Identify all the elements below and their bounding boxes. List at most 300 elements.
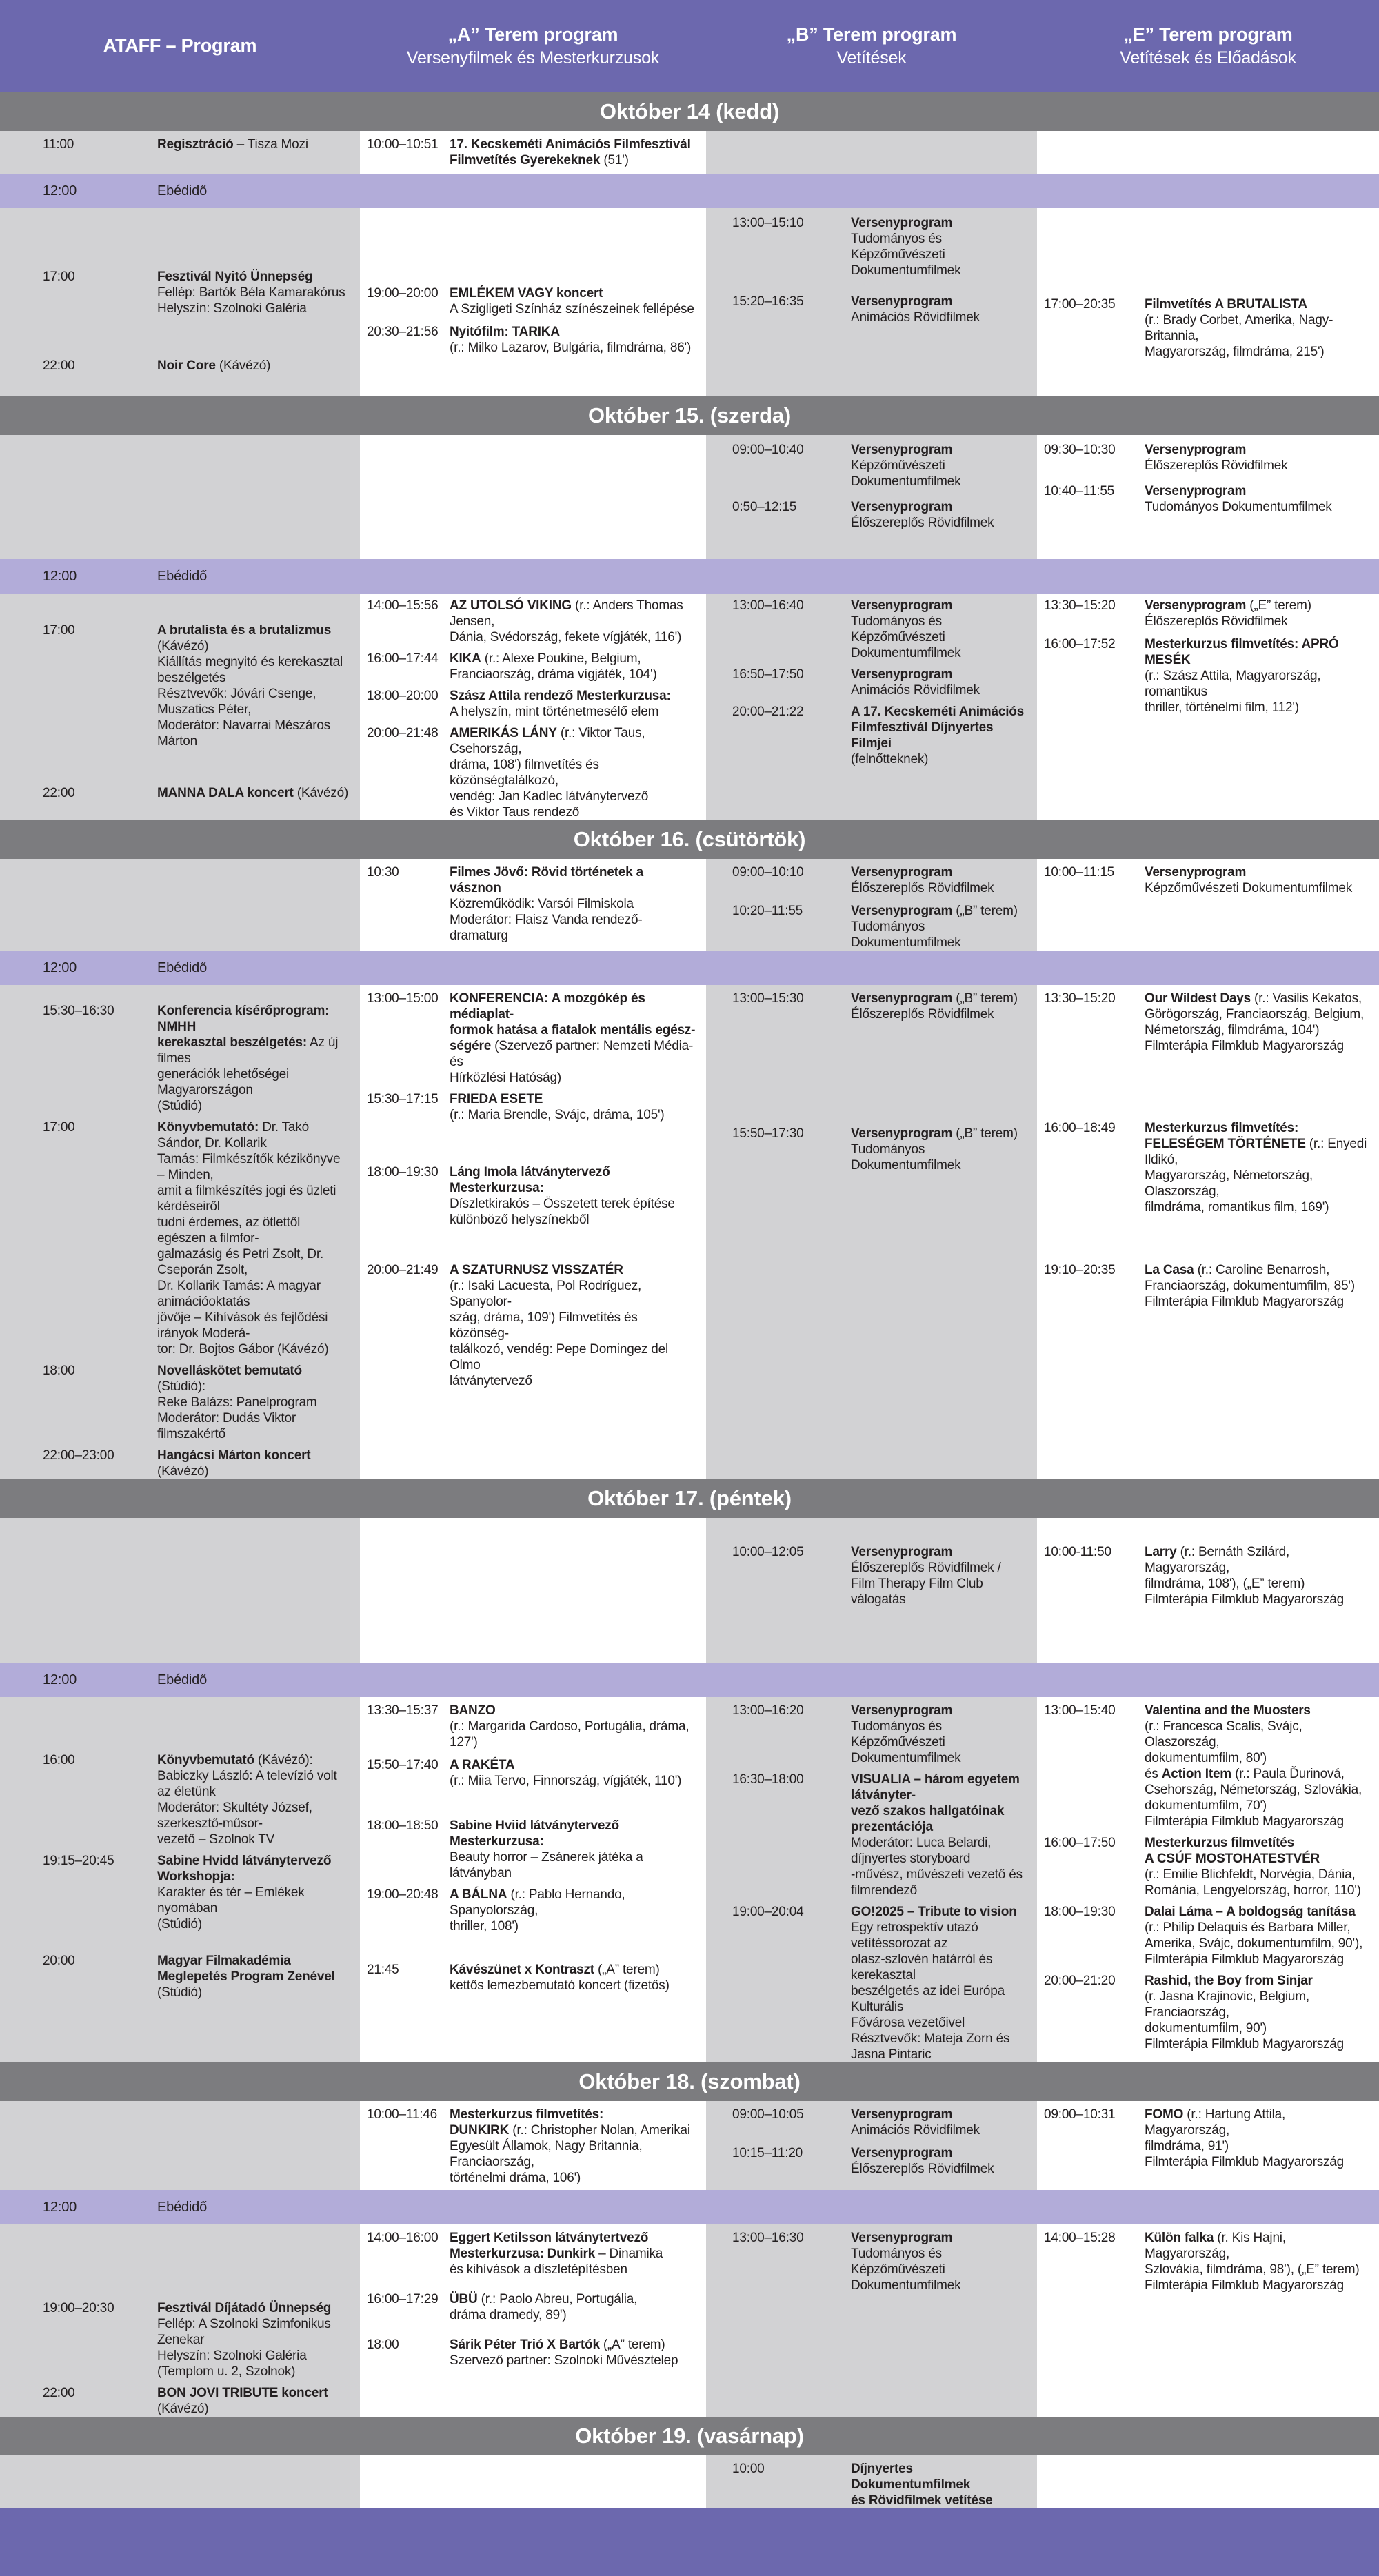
event-desc: Dalai Láma – A boldogság tanítása (r.: Philip Delaquis és Barbara Miller, Amerika, Svájc, dokumentumfilm, 90'), Filmterápia Filmklub Magyarország xyxy=(1145,1905,1363,1967)
event-desc: A SZATURNUSZ VISSZATÉR (r.: Isaki Lacuesta, Pol Rodríguez, Spanyolor- szág, dráma, 109') Filmvetítés és közönség- találkozó, vendég: Pepe Domingez del Olmo látványtervező xyxy=(450,1263,669,1388)
columns-row xyxy=(0,131,1379,174)
event-desc: FRIEDA ESETE (r.: Maria Brendle, Svájc, dráma, 105') xyxy=(450,1092,665,1122)
column-cell xyxy=(1037,1518,1379,1663)
column-cell xyxy=(1037,859,1379,951)
column-cell xyxy=(1037,594,1379,820)
event-time: 13:00–16:30 xyxy=(732,2231,804,2245)
event-desc: Versenyprogram Élőszereplős Rövidfilmek xyxy=(851,2146,994,2176)
event-time: 16:00–17:50 xyxy=(1044,1836,1116,1850)
event-entry xyxy=(706,667,1037,698)
event-time: 17:00 xyxy=(43,270,75,284)
day-section xyxy=(0,92,1379,396)
event-entry xyxy=(1037,2107,1379,2170)
column-header-terem-b xyxy=(706,0,1037,92)
columns-row xyxy=(0,208,1379,396)
event-desc: A brutalista és a brutalizmus (Kávézó) Kiállítás megnyitó és kerekasztal beszélgetés Résztvevők: Jóvári Csenge, Muszatics Péter, Moderátor: Navarrai Mészáros Márton xyxy=(157,623,343,749)
event-entry xyxy=(0,1363,360,1442)
column-cell xyxy=(706,131,1037,174)
event-time: 19:00–20:04 xyxy=(732,1905,804,1919)
column-cell xyxy=(1037,2224,1379,2417)
event-entry xyxy=(1037,864,1379,896)
column-cell xyxy=(0,208,360,396)
column-cell xyxy=(360,985,706,1479)
event-entry xyxy=(360,991,706,1086)
columns-row xyxy=(0,2224,1379,2417)
event-desc: Valentina and the Muosters (r.: Francesca Scalis, Svájc, Olaszország, dokumentumfilm, 80') és Action Item (r.: Paula Ďurinová, Csehország, Németország, Szlovákia, dokumentumfilm, 70') Filmterápia Filmklub Magyarország xyxy=(1145,1703,1362,1829)
event-desc: Díjnyertes Dokumentumfilmek és Rövidfilmek vetítése xyxy=(851,2462,993,2508)
event-time: 13:30–15:37 xyxy=(367,1703,439,1718)
event-time: 21:45 xyxy=(367,1963,399,1977)
event-desc: A BÁLNA (r.: Pablo Hernando, Spanyolország, thriller, 108') xyxy=(450,1887,625,1934)
event-time: 16:00–18:49 xyxy=(1044,1121,1116,1135)
event-time: 13:00–15:10 xyxy=(732,216,804,230)
column-cell xyxy=(706,1697,1037,2062)
day-section xyxy=(0,2062,1379,2417)
event-desc: Könyvbemutató: Dr. Takó Sándor, Dr. Kollarik Tamás: Filmkészítők kézikönyve – Minden, amit a filmkészítés jogi és üzleti kérdéseiről tudni érdemes, az ötlettől egészen a filmfor- galmazásig és Petri Zsolt, Dr. Cseporán Zsolt, Dr. Kollarik Tamás: A magyar animációoktatás jövője – Kihívások és fejlődési irányok Moderá- tor: Dr. Bojtos Gábor (Kávézó) xyxy=(157,1120,341,1357)
event-entry xyxy=(1037,1835,1379,1898)
column-title: „A” Terem program xyxy=(447,24,618,45)
event-desc: Filmes Jövő: Rövid történetek a vásznon Közreműködik: Varsói Filmiskola Moderátor: Flaisz Vanda rendező-dramaturg xyxy=(450,865,643,943)
event-time: 10:00–12:05 xyxy=(732,1545,804,1559)
event-time: 18:00–19:30 xyxy=(1044,1905,1116,1919)
event-entry xyxy=(706,2107,1037,2138)
event-desc: Sárik Péter Trió X Bartók („A” terem) Szervező partner: Szolnoki Művésztelep xyxy=(450,2337,678,2368)
event-time: 18:00 xyxy=(43,1363,75,1378)
event-time: 20:30–21:56 xyxy=(367,325,439,339)
column-cell xyxy=(1037,2101,1379,2190)
event-entry xyxy=(1037,1904,1379,1967)
event-time: 10:30 xyxy=(367,865,399,880)
lunch-row xyxy=(0,1663,1379,1697)
lunch-row xyxy=(0,2190,1379,2224)
event-entry xyxy=(360,324,706,356)
event-entry xyxy=(360,136,706,168)
event-desc: Rashid, the Boy from Sinjar (r. Jasna Krajinovic, Belgium, Franciaország, dokumentumfilm, 90') Filmterápia Filmklub Magyarország xyxy=(1145,1974,1345,2051)
event-desc: AMERIKÁS LÁNY (r.: Viktor Taus, Csehország, dráma, 108') filmvetítés és közönségtalálkozó, vendég: Jan Kadlec látványtervező és Viktor Taus rendező xyxy=(450,726,649,820)
event-time: 22:00 xyxy=(43,786,75,800)
event-entry xyxy=(706,2230,1037,2293)
event-time: 18:00–19:30 xyxy=(367,1165,439,1179)
event-entry xyxy=(1037,598,1379,629)
lunch-label: Ebédidő xyxy=(157,1672,207,1687)
event-desc: Novelláskötet bemutató (Stúdió): Reke Balázs: Panelprogram Moderátor: Dudás Viktor filmszakértő xyxy=(157,1363,317,1441)
columns-row xyxy=(0,859,1379,951)
column-cell xyxy=(706,435,1037,559)
event-desc: KIKA (r.: Alexe Poukine, Belgium, Franciaország, dráma vígjáték, 104') xyxy=(450,651,657,682)
column-cell xyxy=(706,2455,1037,2508)
event-entry xyxy=(706,442,1037,489)
event-time: 13:00–15:40 xyxy=(1044,1703,1116,1718)
event-desc: Noir Core (Kávézó) xyxy=(157,358,271,373)
event-entry xyxy=(360,1703,706,1750)
event-entry xyxy=(360,651,706,682)
event-time: 13:30–15:20 xyxy=(1044,598,1116,613)
event-desc: Könyvbemutató (Kávézó): Babiczky László: A televízió volt az életünk Moderátor: Skultéty József, szerkesztő-műsor- vezető – Szolnok TV xyxy=(157,1753,337,1847)
column-headers xyxy=(0,0,1379,92)
event-entry xyxy=(1037,991,1379,1054)
day-section xyxy=(0,1479,1379,2062)
event-entry xyxy=(706,1904,1037,2062)
columns-row xyxy=(0,1518,1379,1663)
event-desc: Versenyprogram Élőszereplős Rövidfilmek xyxy=(1145,443,1288,473)
event-time: 14:00–15:28 xyxy=(1044,2231,1116,2245)
column-cell xyxy=(706,2101,1037,2190)
column-cell xyxy=(0,985,360,1479)
column-cell xyxy=(706,594,1037,820)
event-desc: Versenyprogram Animációs Rövidfilmek xyxy=(851,294,980,325)
event-entry xyxy=(0,1853,360,1932)
event-entry xyxy=(706,215,1037,278)
event-time: 17:00 xyxy=(43,1120,75,1135)
event-desc: Filmvetítés A BRUTALISTA (r.: Brady Corbet, Amerika, Nagy-Britannia, Magyarország, filmdráma, 215') xyxy=(1145,297,1333,359)
event-time: 10:20–11:55 xyxy=(732,904,803,918)
event-time: 15:50–17:30 xyxy=(732,1126,804,1141)
column-cell xyxy=(360,1518,706,1663)
column-cell xyxy=(360,1697,706,2062)
event-desc: Mesterkurzus filmvetítés: FELESÉGEM TÖRTÉNETE (r.: Enyedi Ildikó, Magyarország, Németország, Olaszország, filmdráma, romantikus film, 169') xyxy=(1145,1121,1367,1215)
event-entry xyxy=(706,294,1037,325)
day-header: Október 15. (szerda) xyxy=(0,396,1379,435)
event-entry xyxy=(360,2230,706,2278)
event-entry xyxy=(360,725,706,820)
column-cell xyxy=(360,435,706,559)
column-cell xyxy=(706,985,1037,1479)
event-time: 18:00–20:00 xyxy=(367,689,439,703)
event-entry xyxy=(360,864,706,944)
event-desc: VISUALIA – három egyetem látványter- vező szakos hallgatóinak prezentációja Moderátor: Luca Belardi, díjnyertes storyboard -művész, művészeti vezető és filmrendező xyxy=(851,1772,1023,1898)
event-time: 14:00–15:56 xyxy=(367,598,439,613)
event-time: 13:00–15:00 xyxy=(367,991,439,1006)
event-time: 10:40–11:55 xyxy=(1044,484,1115,498)
event-desc: Versenyprogram („E” terem) Élőszereplős Rövidfilmek xyxy=(1145,598,1311,629)
event-time: 11:00 xyxy=(43,137,74,152)
event-time: 13:00–15:30 xyxy=(732,991,804,1006)
event-desc: Versenyprogram Élőszereplős Rövidfilmek xyxy=(851,865,994,895)
lunch-row xyxy=(0,951,1379,985)
event-entry xyxy=(0,1119,360,1357)
event-entry xyxy=(1037,296,1379,360)
event-desc: Our Wildest Days (r.: Vasilis Kekatos, Görögország, Franciaország, Belgium, Németország, filmdráma, 104') Filmterápia Filmklub Magyarország xyxy=(1145,991,1365,1053)
event-time: 20:00–21:22 xyxy=(732,704,804,719)
event-desc: KONFERENCIA: A mozgókép és médiaplat- formok hatása a fiatalok mentális egész- ségére (Szervező partner: Nemzeti Média- és Hírközlési Hatóság) xyxy=(450,991,696,1085)
event-time: 16:00–17:52 xyxy=(1044,637,1116,651)
event-entry xyxy=(706,1126,1037,1173)
event-time: 18:00 xyxy=(367,2337,399,2352)
event-time: 16:30–18:00 xyxy=(732,1772,804,1787)
day-section xyxy=(0,820,1379,1479)
column-cell xyxy=(706,859,1037,951)
event-entry xyxy=(1037,442,1379,474)
event-desc: EMLÉKEM VAGY koncert A Szigligeti Színház színészeinek fellépése xyxy=(450,286,694,316)
event-time: 16:00–17:29 xyxy=(367,2292,439,2306)
column-cell xyxy=(0,859,360,951)
event-desc: Versenyprogram („B” terem) Tudományos Dokumentumfilmek xyxy=(851,1126,1018,1173)
event-entry xyxy=(360,1887,706,1934)
column-cell xyxy=(706,1518,1037,1663)
event-desc: Kávészünet x Kontraszt („A” terem) kettős lemezbemutató koncert (fizetős) xyxy=(450,1963,670,1993)
event-entry xyxy=(0,1752,360,1847)
event-entry xyxy=(706,1703,1037,1766)
column-cell xyxy=(0,2224,360,2417)
event-entry xyxy=(0,1003,360,1114)
column-cell xyxy=(0,2101,360,2190)
schedule xyxy=(0,92,1379,2508)
event-desc: GO!2025 – Tribute to vision Egy retrospektív utazó vetítéssorozat az olasz-szlovén határról és kerekasztal beszélgetés az idei Európa Kulturális Fővárosa vezetőivel Résztvevők: Mateja Zorn és Jasna Pintaric xyxy=(851,1905,1017,2062)
event-desc: BANZO (r.: Margarida Cardoso, Portugália, dráma, 127') xyxy=(450,1703,690,1750)
event-time: 16:00–17:44 xyxy=(367,651,439,666)
event-entry xyxy=(360,2291,706,2323)
lunch-time: 12:00 xyxy=(43,960,77,975)
event-entry xyxy=(0,1953,360,2000)
event-desc: Versenyprogram Animációs Rövidfilmek xyxy=(851,2107,980,2138)
day-header: Október 19. (vasárnap) xyxy=(0,2417,1379,2455)
event-entry xyxy=(360,1818,706,1881)
event-time: 20:00 xyxy=(43,1954,75,1968)
event-entry xyxy=(706,991,1037,1022)
event-desc: Mesterkurzus filmvetítés A CSÚF MOSTOHATESTVÉR (r.: Emilie Blichfeldt, Norvégia, Dánia, Románia, Lengyelország, horror, 110') xyxy=(1145,1836,1361,1898)
event-entry xyxy=(360,1164,706,1228)
lunch-row xyxy=(0,559,1379,594)
event-entry xyxy=(0,2385,360,2417)
day-header: Október 17. (péntek) xyxy=(0,1479,1379,1518)
event-desc: Versenyprogram Tudományos és Képzőművészeti Dokumentumfilmek xyxy=(851,598,961,660)
event-desc: Sabine Hviid látványtervező Mesterkurzusa: Beauty horror – Zsánerek játéka a látványban xyxy=(450,1818,643,1880)
event-desc: Szász Attila rendező Mesterkurzusa: A helyszín, mint történetmesélő elem xyxy=(450,689,671,719)
event-time: 22:00–23:00 xyxy=(43,1448,114,1463)
column-cell xyxy=(706,2224,1037,2417)
lunch-time: 12:00 xyxy=(43,1672,77,1687)
event-time: 10:00–10:51 xyxy=(367,137,439,152)
column-cell xyxy=(360,2101,706,2190)
event-entry xyxy=(360,2337,706,2369)
event-entry xyxy=(706,704,1037,767)
event-entry xyxy=(706,864,1037,896)
day-section xyxy=(0,396,1379,820)
column-header-ataff xyxy=(0,0,360,92)
event-time: 09:00–10:05 xyxy=(732,2107,804,2122)
event-time: 16:00 xyxy=(43,1753,75,1767)
event-time: 10:00-11:50 xyxy=(1044,1545,1111,1559)
column-subtitle: Vetítések xyxy=(836,48,907,68)
event-desc: Nyitófilm: TARIKA (r.: Milko Lazarov, Bulgária, filmdráma, 86') xyxy=(450,325,692,355)
column-cell xyxy=(706,208,1037,396)
event-entry xyxy=(706,903,1037,951)
event-desc: Konferencia kísérőprogram: NMHH kerekasztal beszélgetés: Az új filmes generációk lehetőségei Magyarországon (Stúdió) xyxy=(157,1004,339,1113)
event-desc: Versenyprogram Tudományos Dokumentumfilmek xyxy=(1145,484,1332,514)
column-subtitle: Versenyfilmek és Mesterkurzusok xyxy=(406,48,660,68)
column-cell xyxy=(1037,985,1379,1479)
event-time: 20:00–21:20 xyxy=(1044,1974,1116,1988)
event-desc: 17. Kecskeméti Animációs Filmfesztivál Filmvetítés Gyerekeknek (51') xyxy=(450,137,691,168)
event-entry xyxy=(0,136,360,152)
event-time: 17:00–20:35 xyxy=(1044,297,1116,312)
column-cell xyxy=(360,859,706,951)
event-entry xyxy=(706,2145,1037,2177)
column-cell xyxy=(360,2455,706,2508)
event-time: 13:00–16:40 xyxy=(732,598,804,613)
event-desc: Láng Imola látványtervező Mesterkurzusa: Díszletkirakós – Összetett terek építése különböző helyszínekből xyxy=(450,1165,675,1227)
event-time: 19:10–20:35 xyxy=(1044,1263,1116,1277)
event-entry xyxy=(1037,1262,1379,1310)
event-time: 10:15–11:20 xyxy=(732,2146,803,2160)
event-desc: AZ UTOLSÓ VIKING (r.: Anders Thomas Jensen, Dánia, Svédország, fekete vígjáték, 116') xyxy=(450,598,683,645)
event-time: 09:30–10:30 xyxy=(1044,443,1116,457)
event-entry xyxy=(706,2461,1037,2508)
event-entry xyxy=(360,1962,706,1994)
event-desc: Hangácsi Márton koncert (Kávézó) xyxy=(157,1448,311,1479)
event-desc: A 17. Kecskeméti Animációs Filmfesztivál Díjnyertes Filmjei (felnőtteknek) xyxy=(851,704,1025,767)
day-header: Október 16. (csütörtök) xyxy=(0,820,1379,859)
event-entry xyxy=(0,1448,360,1479)
event-time: 10:00–11:15 xyxy=(1044,865,1115,880)
day-section xyxy=(0,2417,1379,2508)
columns-row xyxy=(0,1697,1379,2062)
day-header: Október 18. (szombat) xyxy=(0,2062,1379,2101)
column-header-terem-a xyxy=(360,0,706,92)
columns-row xyxy=(0,594,1379,820)
column-cell xyxy=(1037,131,1379,174)
event-time: 22:00 xyxy=(43,358,75,373)
event-time: 15:30–16:30 xyxy=(43,1004,114,1018)
event-entry xyxy=(0,785,360,801)
column-title: „E” Terem program xyxy=(1123,24,1293,45)
event-desc: Magyar Filmakadémia Meglepetés Program Zenével (Stúdió) xyxy=(157,1954,335,2000)
event-entry xyxy=(360,1091,706,1123)
event-time: 09:00–10:10 xyxy=(732,865,804,880)
event-entry xyxy=(706,1544,1037,1608)
event-desc: A RAKÉTA (r.: Miia Tervo, Finnország, vígjáték, 110') xyxy=(450,1758,682,1788)
column-cell xyxy=(0,2455,360,2508)
event-desc: ÜBÜ (r.: Paolo Abreu, Portugália, dráma dramedy, 89') xyxy=(450,2292,638,2322)
event-entry xyxy=(360,598,706,645)
event-entry xyxy=(1037,636,1379,716)
event-desc: Fesztivál Nyitó Ünnepség Fellép: Bartók Béla Kamarakórus Helyszín: Szolnoki Galéria xyxy=(157,270,345,316)
event-time: 14:00–16:00 xyxy=(367,2231,439,2245)
event-entry xyxy=(360,1262,706,1389)
event-time: 10:00–11:46 xyxy=(367,2107,438,2122)
event-entry xyxy=(360,285,706,317)
event-entry xyxy=(360,2107,706,2186)
event-entry xyxy=(360,1757,706,1789)
event-time: 16:50–17:50 xyxy=(732,667,804,682)
event-time: 19:15–20:45 xyxy=(43,1854,114,1868)
column-cell xyxy=(0,594,360,820)
lunch-time: 12:00 xyxy=(43,183,77,199)
event-entry xyxy=(706,499,1037,531)
event-time: 0:50–12:15 xyxy=(732,500,797,514)
event-desc: Versenyprogram Képzőművészeti Dokumentumfilmek xyxy=(851,443,961,489)
lunch-label: Ebédidő xyxy=(157,568,207,584)
event-time: 15:30–17:15 xyxy=(367,1092,439,1106)
event-entry xyxy=(706,1772,1037,1898)
event-entry xyxy=(1037,483,1379,515)
event-desc: Versenyprogram („B” terem) Élőszereplős Rövidfilmek xyxy=(851,991,1018,1022)
columns-row xyxy=(0,2455,1379,2508)
column-cell xyxy=(360,2224,706,2417)
column-cell xyxy=(1037,1697,1379,2062)
event-desc: FOMO (r.: Hartung Attila, Magyarország, filmdráma, 91') Filmterápia Filmklub Magyarország xyxy=(1145,2107,1345,2169)
event-time: 19:00–20:00 xyxy=(367,286,439,301)
event-entry xyxy=(1037,1544,1379,1608)
event-entry xyxy=(1037,1703,1379,1829)
event-time: 19:00–20:48 xyxy=(367,1887,439,1902)
column-cell xyxy=(1037,2455,1379,2508)
event-entry xyxy=(706,598,1037,661)
column-header-terem-e xyxy=(1037,0,1379,92)
event-time: 13:00–16:20 xyxy=(732,1703,804,1718)
columns-row xyxy=(0,2101,1379,2190)
event-desc: Versenyprogram Élőszereplős Rövidfilmek xyxy=(851,500,994,530)
event-time: 15:20–16:35 xyxy=(732,294,804,309)
event-entry xyxy=(1037,1973,1379,2052)
event-desc: Larry (r.: Bernáth Szilárd, Magyarország, filmdráma, 108'), („E” terem) Filmterápia Filmklub Magyarország xyxy=(1145,1545,1345,1607)
event-time: 09:00–10:31 xyxy=(1044,2107,1116,2122)
event-time: 22:00 xyxy=(43,2386,75,2400)
event-time: 17:00 xyxy=(43,623,75,638)
column-cell xyxy=(0,1697,360,2062)
event-desc: MANNA DALA koncert (Kávézó) xyxy=(157,786,349,800)
event-entry xyxy=(1037,1120,1379,1215)
event-entry xyxy=(0,358,360,374)
column-cell xyxy=(1037,208,1379,396)
event-desc: Versenyprogram Élőszereplős Rövidfilmek / Film Therapy Film Club válogatás xyxy=(851,1545,1001,1607)
event-entry xyxy=(0,269,360,316)
column-cell xyxy=(360,208,706,396)
lunch-label: Ebédidő xyxy=(157,960,207,975)
column-subtitle: Vetítések és Előadások xyxy=(1120,48,1296,68)
event-time: 10:00 xyxy=(732,2462,765,2476)
column-cell xyxy=(0,1518,360,1663)
event-desc: Versenyprogram Animációs Rövidfilmek xyxy=(851,667,980,698)
event-time: 19:00–20:30 xyxy=(43,2301,114,2315)
lunch-label: Ebédidő xyxy=(157,2199,207,2215)
column-cell xyxy=(1037,435,1379,559)
event-desc: Versenyprogram Tudományos és Képzőművészeti Dokumentumfilmek xyxy=(851,1703,961,1765)
event-entry xyxy=(360,688,706,720)
event-time: 13:30–15:20 xyxy=(1044,991,1116,1006)
column-cell xyxy=(0,131,360,174)
column-cell xyxy=(360,131,706,174)
lunch-label: Ebédidő xyxy=(157,183,207,199)
event-time: 20:00–21:49 xyxy=(367,1263,439,1277)
column-title: ATAFF – Program xyxy=(103,35,257,57)
columns-row xyxy=(0,435,1379,559)
event-desc: Sabine Hvidd látványtervező Workshopja: Karakter és tér – Emlékek nyomában (Stúdió) xyxy=(157,1854,332,1931)
lunch-time: 12:00 xyxy=(43,2199,77,2215)
event-time: 20:00–21:48 xyxy=(367,726,439,740)
day-header: Október 14 (kedd) xyxy=(0,92,1379,131)
event-time: 15:50–17:40 xyxy=(367,1758,439,1772)
event-desc: Külön falka (r. Kis Hajni, Magyarország, Szlovákia, filmdráma, 98'), („E” terem) Filmterápia Filmklub Magyarország xyxy=(1145,2231,1360,2293)
event-desc: Versenyprogram Tudományos és Képzőművészeti Dokumentumfilmek xyxy=(851,2231,961,2293)
lunch-time: 12:00 xyxy=(43,568,77,584)
event-entry xyxy=(1037,2230,1379,2293)
event-desc: Versenyprogram Képzőművészeti Dokumentumfilmek xyxy=(1145,865,1353,895)
event-desc: La Casa (r.: Caroline Benarrosh, Franciaország, dokumentumfilm, 85') Filmterápia Filmklub Magyarország xyxy=(1145,1263,1355,1309)
event-desc: Versenyprogram Tudományos és Képzőművészeti Dokumentumfilmek xyxy=(851,216,961,278)
column-cell xyxy=(360,594,706,820)
column-title: „B” Terem program xyxy=(786,24,957,45)
lunch-row xyxy=(0,174,1379,208)
event-entry xyxy=(0,622,360,749)
event-desc: Regisztráció – Tisza Mozi xyxy=(157,137,308,152)
event-time: 09:00–10:40 xyxy=(732,443,804,457)
event-desc: Versenyprogram („B” terem) Tudományos Dokumentumfilmek xyxy=(851,904,1018,950)
column-cell xyxy=(0,435,360,559)
event-desc: Mesterkurzus filmvetítés: DUNKIRK (r.: Christopher Nolan, Amerikai Egyesült Államok, Nagy Britannia, Franciaország, történelmi dráma, 106') xyxy=(450,2107,690,2185)
event-time: 18:00–18:50 xyxy=(367,1818,439,1833)
event-desc: Fesztivál Díjátadó Ünnepség Fellép: A Szolnoki Szimfonikus Zenekar Helyszín: Szolnoki Galéria (Templom u. 2, Szolnok) xyxy=(157,2301,332,2379)
